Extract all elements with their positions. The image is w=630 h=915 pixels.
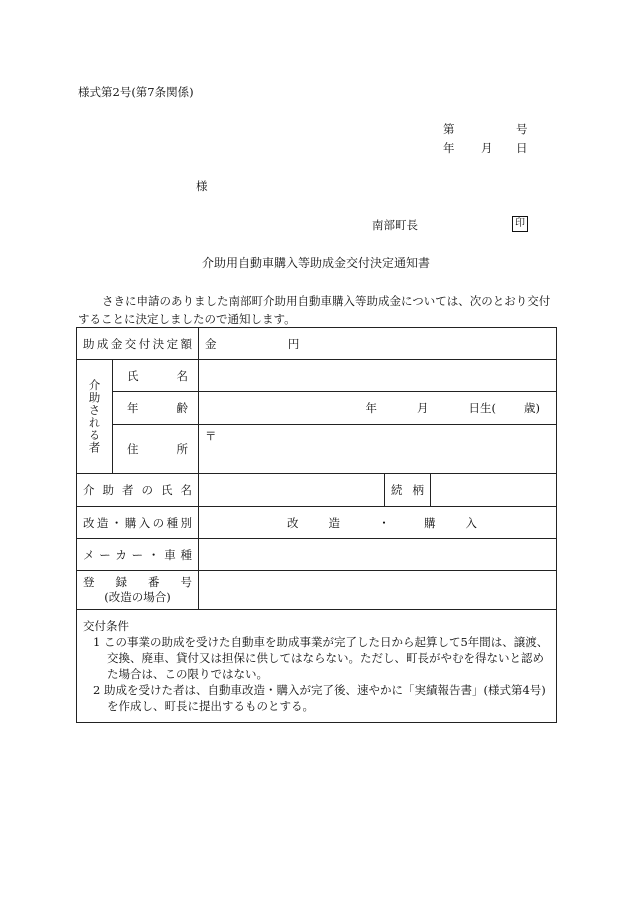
row-conditions	[77, 610, 557, 723]
address-label-cell	[113, 425, 199, 474]
row-type	[77, 507, 557, 539]
conditions-title: 交付条件	[83, 619, 129, 633]
date-year-label: 年	[443, 141, 455, 155]
row-caregiver	[77, 474, 557, 507]
condition-item-2: 2 助成を受けた者は、自動車改造・購入が完了後、速やかに「実績報告書」(様式第4号)を作成し、町長に提出するものとする。	[93, 683, 546, 713]
seal-stamp: 印	[512, 216, 528, 232]
age-unit-label: 歳)	[524, 401, 541, 415]
postal-mark: 〒	[205, 429, 217, 443]
grant-amount-unit: 円	[287, 336, 300, 351]
date-month-label: 月	[481, 141, 493, 155]
registration-sub-label: (改造の場合)	[104, 590, 171, 604]
birth-day-label: 日生(	[468, 401, 497, 415]
row-registration	[77, 571, 557, 610]
row-assisted-address	[77, 425, 557, 474]
registration-label: 登録番号	[83, 575, 192, 589]
condition-item-1: 1 この事業の助成を受けた自動車を助成事業が完了した日から起算して5年間は、譲渡、交換、廃車、貸付又は担保に供してはならない。ただし、町長がやむを得ないと認めた場合は、この限りではない。	[93, 635, 549, 681]
document-title: 介助用自動車購入等助成金交付決定通知書	[202, 256, 431, 270]
row-assisted-age	[77, 392, 557, 425]
birth-month-label: 月	[417, 401, 429, 415]
form-number: 様式第2号(第7条関係)	[78, 85, 194, 99]
type-label-cell	[77, 507, 199, 539]
row-assisted-name	[77, 360, 557, 392]
type-value-cell	[199, 507, 557, 539]
maker-value-cell	[199, 539, 557, 571]
grant-amount-label: 助成金交付決定額	[83, 336, 192, 351]
caregiver-name-value-cell	[199, 474, 385, 507]
registration-label-cell	[77, 571, 199, 610]
age-label: 年齢	[127, 401, 188, 415]
age-label-cell	[113, 392, 199, 425]
relationship-value-cell	[431, 474, 557, 507]
type-label: 改造・購入の種別	[83, 515, 192, 530]
row-grant-amount	[77, 328, 557, 360]
conditions-cell	[77, 610, 557, 723]
maker-label: メーカー・車種	[83, 547, 192, 562]
type-option-modify: 改造	[287, 515, 370, 530]
document-number-prefix: 第	[443, 122, 455, 136]
age-value-cell	[199, 392, 557, 425]
grant-amount-value-cell	[199, 328, 557, 360]
name-value-cell	[199, 360, 557, 392]
registration-value-cell	[199, 571, 557, 610]
type-option-purchase: 購入	[424, 515, 507, 530]
row-maker	[77, 539, 557, 571]
caregiver-name-label: 介助者の氏名	[83, 483, 192, 497]
grant-decision-table	[76, 327, 557, 723]
relationship-label: 続柄	[391, 483, 424, 497]
document-number-suffix: 号	[516, 122, 528, 136]
grant-amount-label-cell	[77, 328, 199, 360]
birth-year-label: 年	[365, 401, 378, 415]
grant-amount-prefix: 金	[205, 336, 217, 351]
assisted-person-group-label: 介助される者	[77, 360, 113, 474]
address-value-cell	[199, 425, 557, 474]
recipient-suffix: 様	[196, 179, 208, 193]
relationship-label-cell	[385, 474, 431, 507]
type-separator: ・	[378, 515, 390, 530]
date-day-label: 日	[516, 141, 528, 155]
name-label-cell	[113, 360, 199, 392]
maker-label-cell	[77, 539, 199, 571]
issuer-name: 南部町長	[372, 218, 418, 232]
caregiver-name-label-cell	[77, 474, 199, 507]
address-label: 住所	[127, 442, 188, 456]
name-label: 氏名	[127, 368, 188, 383]
intro-paragraph: さきに申請のありました南部町介助用自動車購入等助成金については、次のとおり交付することに決定しましたので通知します。	[78, 294, 551, 326]
